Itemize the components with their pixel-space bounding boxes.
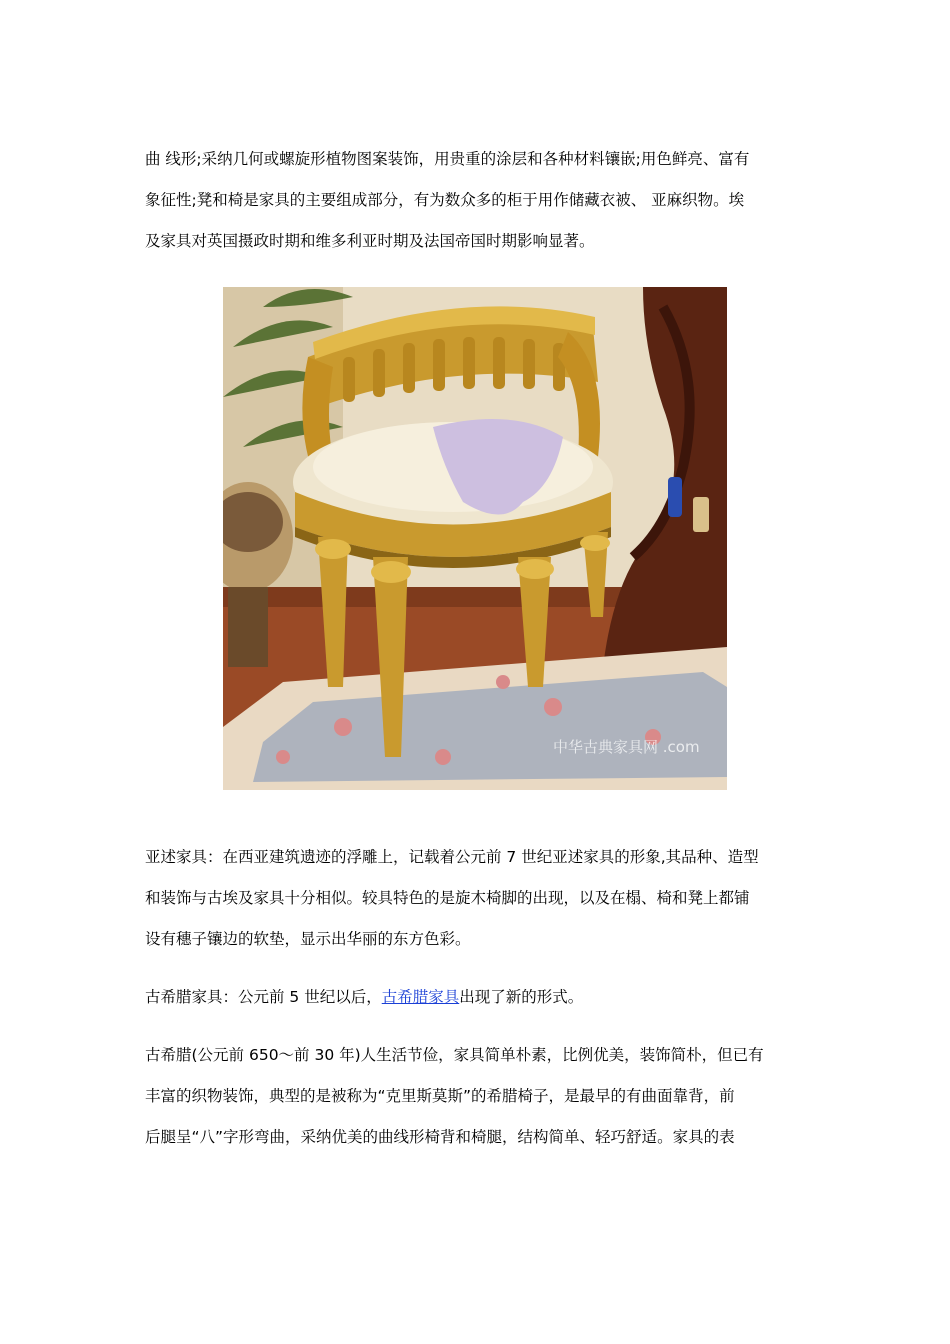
text-line: 丰富的织物装饰，典型的是被称为“克里斯莫斯”的希腊椅子，是最早的有曲面靠背，前 (145, 1087, 735, 1105)
text-line: 亚述家具：在西亚建筑遗迹的浮雕上，记载着公元前 7 世纪亚述家具的形象,其品种、造型 (145, 848, 759, 866)
paragraph-assyrian-furniture (145, 837, 815, 960)
text-line: 和装饰与古埃及家具十分相似。较具特色的是旋木椅脚的出现，以及在榻、椅和凳上都铺 (145, 889, 750, 907)
text-line: 后腿呈“八”字形弯曲，采纳优美的曲线形椅背和椅腿，结构简单、轻巧舒适。家具的表 (145, 1128, 735, 1146)
paragraph-greek-furniture (145, 1035, 815, 1158)
text-line: 古希腊(公元前 650～前 30 年)人生活节俭，家具简单朴素，比例优美，装饰简朴，但已有 (145, 1046, 764, 1064)
greek-intro-prefix: 古希腊家具：公元前 5 世纪以后， (145, 988, 382, 1006)
gilded-stool-photo (223, 287, 727, 790)
greek-intro-suffix: 出现了新的形式。 (459, 988, 584, 1006)
greek-furniture-link[interactable]: 古希腊家具 (381, 988, 460, 1006)
text-line: 象征性;凳和椅是家具的主要组成部分，有为数众多的柜于用作储藏衣被、 亚麻织物。埃 (145, 191, 745, 209)
text-line: 及家具对英国摄政时期和维多利亚时期及法国帝国时期影响显著。 (145, 232, 595, 250)
text-line: 设有穗子镶边的软垫，显示出华丽的东方色彩。 (145, 930, 471, 948)
paragraph-egyptian-furniture (145, 139, 815, 262)
text-line: 曲 线形;采纳几何或螺旋形植物图案装饰，用贵重的涂层和各种材料镶嵌;用色鲜亮、富有 (145, 150, 750, 168)
text-line (145, 977, 815, 1018)
photo-watermark: 中华古典家具网 .com (553, 738, 700, 756)
paragraph-greek-intro (145, 977, 815, 1018)
